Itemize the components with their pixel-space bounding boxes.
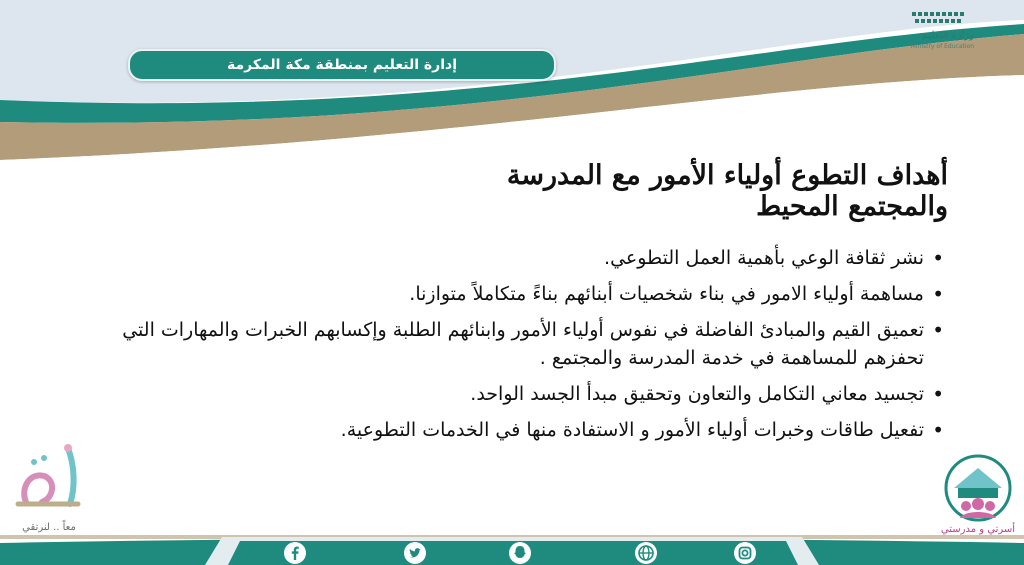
region-label: إدارة التعليم بمنطقة مكة المكرمة <box>227 57 457 73</box>
goal-item: • مساهمة أولياء الامور في بناء شخصيات أبنائهم بناءً متكاملاً متوازنا. <box>104 280 946 308</box>
family-school-emblem-icon <box>932 452 1024 524</box>
nartaqi-tagline: معاً .. لنرتقي <box>22 522 76 533</box>
slide-title: أهداف التطوع أولياء الأمور مع المدرسة والمجتمع المحيط <box>506 160 948 222</box>
facebook-icon[interactable] <box>283 541 307 565</box>
goals-list <box>104 244 946 452</box>
goal-item: • نشر ثقافة الوعي بأهمية العمل التطوعي. <box>104 244 946 272</box>
family-school-caption: أسرتي و مدرستي <box>940 524 1016 535</box>
ministry-emblem-icon <box>910 10 974 30</box>
globe-icon[interactable] <box>634 541 658 565</box>
instagram-icon[interactable] <box>733 541 757 565</box>
snapchat-icon[interactable] <box>508 541 532 565</box>
twitter-icon[interactable] <box>403 541 427 565</box>
region-banner <box>128 49 556 81</box>
header-wave <box>0 0 1024 175</box>
ministry-logo <box>888 8 988 50</box>
nartaqi-logo <box>4 442 94 538</box>
goal-item: • تفعيل طاقات وخبرات أولياء الأمور و الاستفادة منها في الخدمات التطوعية. <box>104 416 946 444</box>
ministry-name-english: Ministry of Education <box>910 43 974 50</box>
nartaqi-emblem-icon <box>4 442 94 522</box>
goal-item: • تجسيد معاني التكامل والتعاون وتحقيق مبدأ الجسد الواحد. <box>104 380 946 408</box>
ministry-name-arabic: وزارة التعليم <box>921 30 974 41</box>
goal-item: • تعميق القيم والمبادئ الفاضلة في نفوس أولياء الأمور وابنائهم الطلبة وإكسابهم الخبرات والمهارات التي تحفزهم للمساهمة في خدمة المدرسة والمجتمع . <box>104 316 946 372</box>
